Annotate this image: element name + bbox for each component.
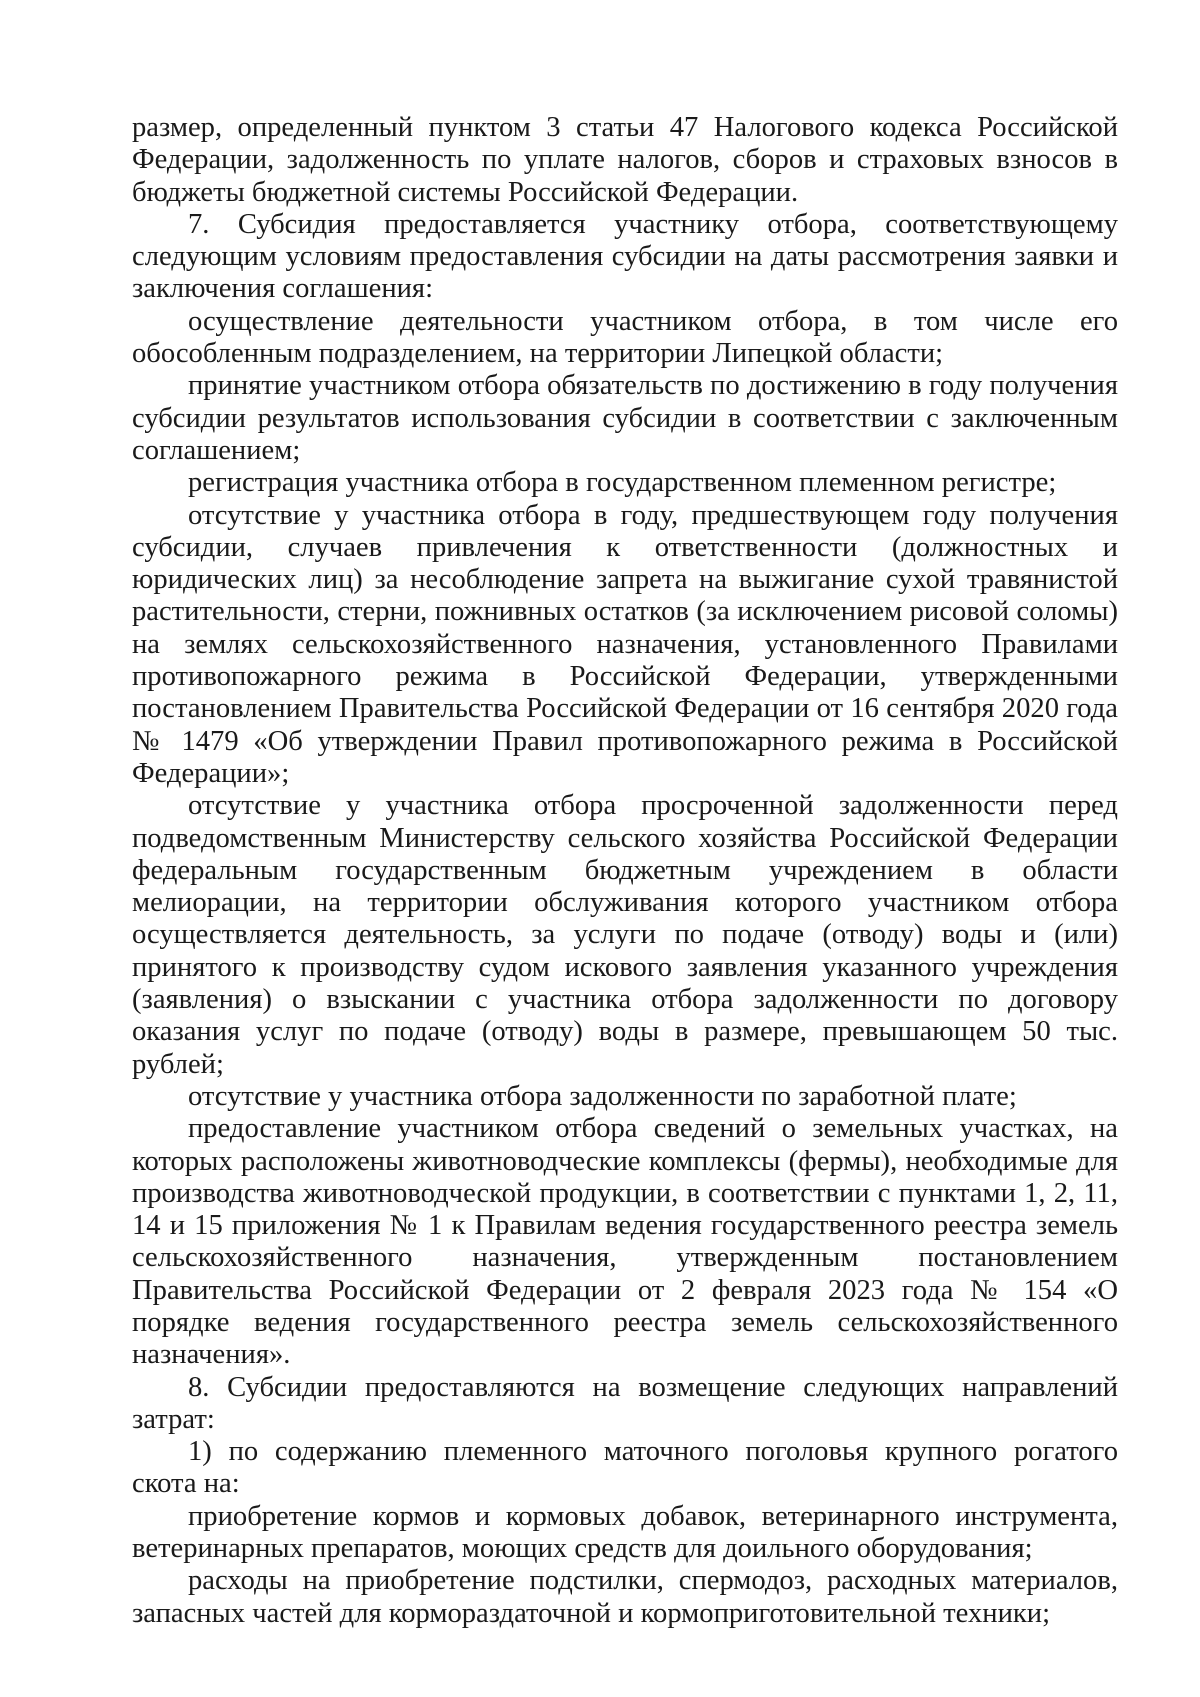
paragraph-item-7: 7. Субсидия предоставляется участнику отбора, соответствующему следующим условиям предоставления субсидии на даты рассмотрения заявки и заключения соглашения: [132,208,1118,305]
paragraph-condition-territory: осуществление деятельности участником отбора, в том числе его обособленным подразделением, на территории Липецкой области; [132,305,1118,370]
paragraph-expense-feed: приобретение кормов и кормовых добавок, ветеринарного инструмента, ветеринарных препаратов, моющих средств для доильного оборудования; [132,1500,1118,1565]
paragraph-condition-registry: регистрация участника отбора в государственном племенном регистре; [188,467,1057,499]
paragraph-condition-obligations: принятие участником отбора обязательств по достижению в году получения субсидии результатов использования субсидии в соответствии с заключенным соглашением; [132,370,1118,466]
paragraph-condition-water-debt: отсутствие у участника отбора просроченной задолженности перед подведомственным Министерству сельского хозяйства Российской Федерации федеральным государственным бюджетным учреждением в области мелиорации, на территории обслуживания которого участником отбора осуществляется деятельность, за услуги по подаче (отводу) воды и (или) принятого к производству судом искового заявления указанного учреждения (заявления) о взыскании с участника отбора задолженности по договору оказания услуг по подаче (отводу) воды в размере, превышающем 50 тыс. рублей; [132,790,1118,1080]
paragraph-condition-salary-debt: отсутствие у участника отбора задолженности по заработной плате; [188,1080,1017,1112]
document-body [132,112,1118,1630]
paragraph-item-8: 8. Субсидии предоставляются на возмещение следующих направлений затрат: [132,1371,1118,1435]
paragraph-continuation: размер, определенный пунктом 3 статьи 47 Налогового кодекса Российской Федерации, задолженность по уплате налогов, сборов и страховых взносов в бюджеты бюджетной системы Российской Федерации. [132,112,1118,208]
paragraph-condition-land-info: предоставление участником отбора сведений о земельных участках, на которых расположены животноводческие комплексы (фермы), необходимые для производства животноводческой продукции, в соответствии с пунктами 1, 2, 11, 14 и 15 приложения № 1 к Правилам ведения государственного реестра земель сельскохозяйственного назначения, утвержденным постановлением Правительства Российской Федерации от 2 февраля 2023 года № 154 «О порядке ведения государственного реестра земель сельскохозяйственного назначения». [132,1113,1118,1371]
paragraph-condition-fire-rules: отсутствие у участника отбора в году, предшествующем году получения субсидии, случаев привлечения к ответственности (должностных и юридических лиц) за несоблюдение запрета на выжигание сухой травянистой растительности, стерни, пожнивных остатков (за исключением рисовой соломы) на землях сельскохозяйственного назначения, установленного Правилами противопожарного режима в Российской Федерации, утвержденными постановлением Правительства Российской Федерации от 16 сентября 2020 года № 1479 «Об утверждении Правил противопожарного режима в Российской Федерации»; [132,499,1118,789]
paragraph-expense-bedding: расходы на приобретение подстилки, спермодоз, расходных материалов, запасных частей для кормораздаточной и кормоприготовительной техники; [132,1565,1118,1629]
paragraph-subitem-1: 1) по содержанию племенного маточного поголовья крупного рогатого скота на: [132,1436,1118,1500]
